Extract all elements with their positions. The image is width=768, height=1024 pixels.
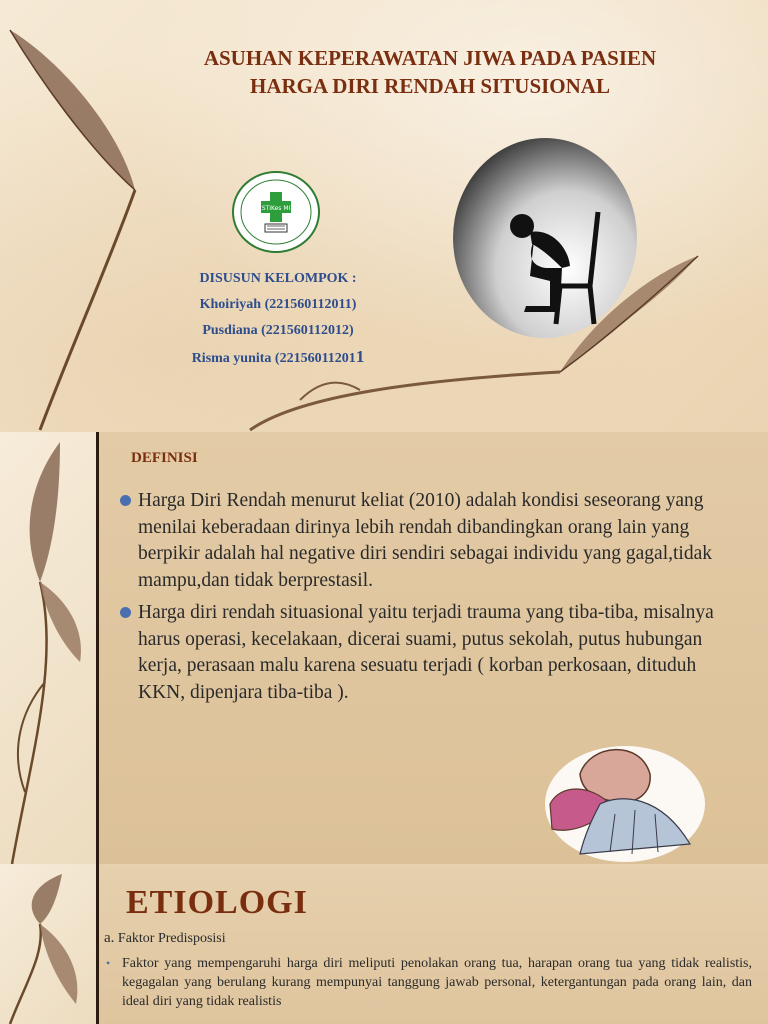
sub-heading-text: Faktor Predisposisi [117, 931, 226, 946]
title-line-2: HARGA DIRI RENDAH SITUSIONAL [250, 74, 610, 98]
vertical-divider [96, 432, 99, 864]
bullet-text: Harga diri rendah situasional yaitu terjadi trauma yang tiba-tiba, misalnya harus operasi, kecelakaan, dicerai suami, putus sekolah, putus hubungan kerja, perasaan malu karena sesuatu terjadi ( korban perkosaan, dituduh KKN, dipenjara tiba-tiba ). [138, 602, 714, 703]
etiology-slide [0, 864, 768, 1024]
member-1: Khoiriyah (221560112011) [199, 297, 357, 312]
bullet-text: Harga Diri Rendah menurut keliat (2010) adalah kondisi seseorang yang menilai keberadaan dirinya lebih rendah dibandingkan orang lain yang berpikir adalah hal negative diri sendiri sebagai individu yang gagal,tidak mampu,dan tidak berprestasil. [138, 490, 712, 591]
list-item [104, 954, 752, 1011]
leaf-branch-decoration-icon [0, 432, 96, 864]
logo-center-text: STIKes MI [261, 205, 291, 212]
definition-heading: DEFINISI [131, 450, 198, 466]
bullet-dot-icon [120, 495, 131, 506]
sub-heading [104, 930, 226, 947]
presentation-title [130, 44, 730, 100]
leaf-branch-decoration-icon [0, 864, 96, 1024]
crying-girl-illustration-icon [540, 734, 705, 864]
member-2: Pusdiana (221560112012) [202, 323, 354, 338]
group-label: DISUSUN KELOMPOK : [199, 271, 357, 286]
etiology-heading: ETIOLOGI [126, 884, 308, 921]
college-logo-icon [231, 170, 321, 254]
list-item [118, 488, 738, 594]
bullet-dot-icon [120, 607, 131, 618]
list-item [118, 600, 738, 706]
member-3: Risma yunita (221560112011 [191, 347, 365, 366]
definition-bullets [118, 488, 738, 712]
sad-person-silhouette-icon [450, 136, 640, 341]
bullet-marker-icon: • [106, 956, 111, 970]
sub-heading-letter: a. [104, 930, 115, 946]
definition-slide [0, 432, 768, 864]
vertical-divider [96, 864, 99, 1024]
title-line-1: ASUHAN KEPERAWATAN JIWA PADA PASIEN [203, 46, 657, 70]
title-slide [0, 0, 768, 432]
author-list [168, 266, 388, 370]
item-text: Faktor yang mempengaruhi harga diri meliputi penolakan orang tua, harapan orang tua yang tidak realistis, kegagalan yang berulang kurang mempunyai tanggung jawab personal, ketergantungan pada orang lain, dan ideal diri yang tidak realistis [122, 956, 752, 1009]
